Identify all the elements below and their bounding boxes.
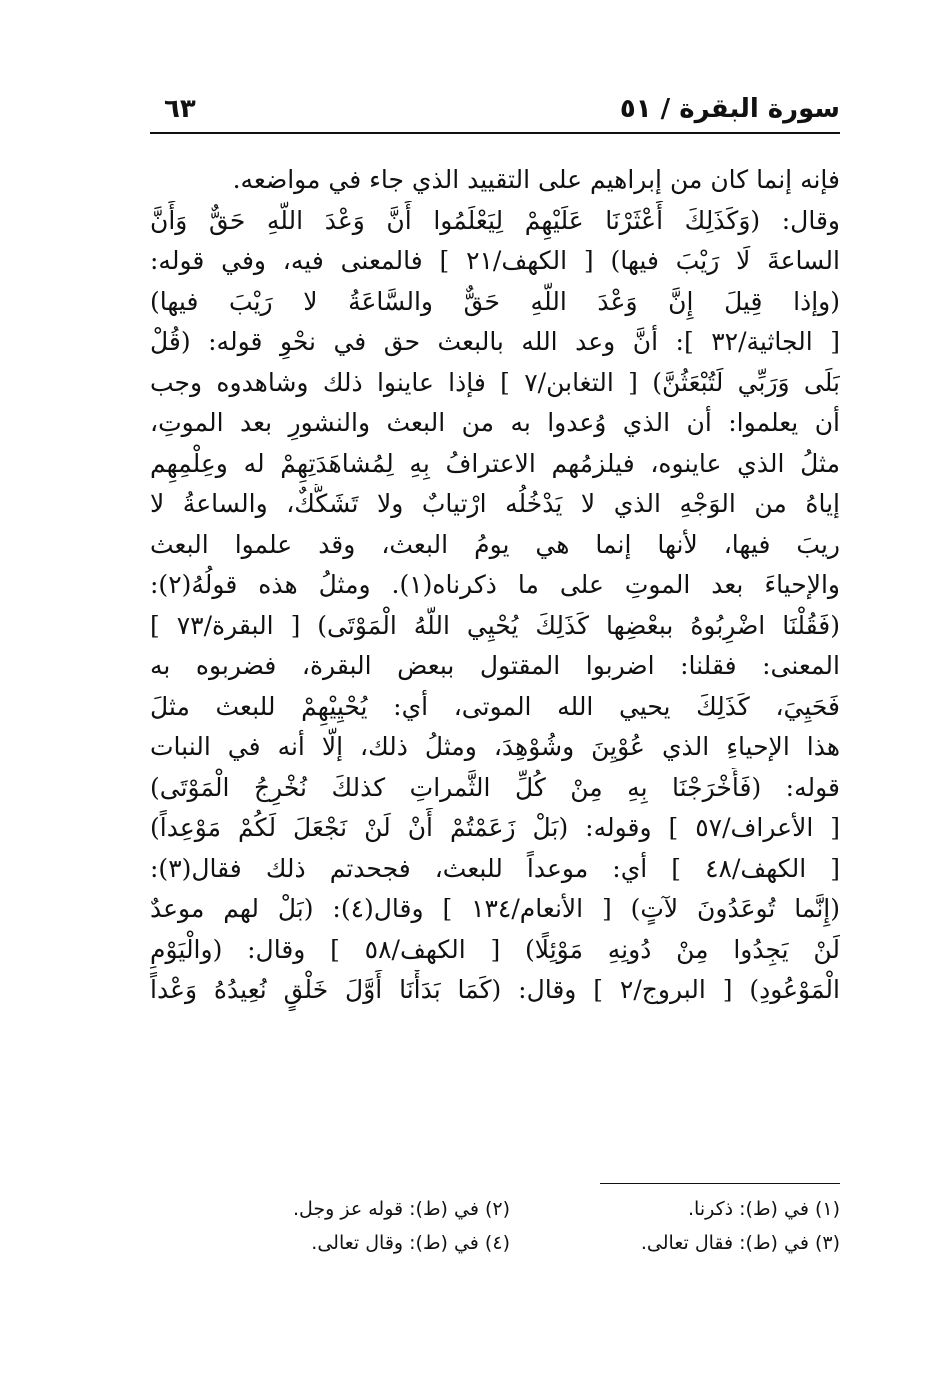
running-title: سورة البقرة / ٥١ xyxy=(619,94,840,124)
text-line: [ الجاثية/٣٢ ]: أنَّ وعد الله بالبعث حق في نحْوِ قوله: (قُلْ xyxy=(150,327,840,356)
text-line: فَحَيِيَ، كَذَلِكَ يحيي الله الموتى، أي: يُحْيِيْهِمْ للبعث مثلَ xyxy=(150,691,840,721)
text-line: (وإذا قِيلَ إِنَّ وَعْدَ اللَّهِ حَقٌّ والسَّاعَةُ لا رَيْبَ فيها) xyxy=(150,286,840,316)
text-line: المعنى: فقلنا: اضربوا المقتول ببعض البقرة، فضربوه به xyxy=(150,651,840,680)
text-line: [ الأعراف/٥٧ ] وقوله: (بَلْ زَعَمْتُمْ أَنْ لَنْ نَجْعَلَ لَكُمْ مَوْعِداً) xyxy=(150,813,840,842)
footnote-row xyxy=(150,1226,840,1260)
text-line: (فَقُلْنَا اضْرِبُوهُ ببعْضِها كَذَلِكَ يُحْيِي اللَّهُ الْمَوْتَى) [ البقرة/٧٣ ] xyxy=(150,610,840,640)
text-line: بَلَى وَرَبِّي لَتُبْعَثُنَّ) [ التغابن/٧ ] فإذا عاينوا ذلك وشاهدوه وجب xyxy=(150,367,840,397)
footnote-1: (١) في (ط): ذكرنا. xyxy=(688,1198,840,1220)
text-line: (إِنَّما تُوعَدُونَ لآتٍ) [ الأنعام/١٣٤ ] وقال(٤): (بَلْ لهم موعدٌ xyxy=(150,894,840,923)
text-line: مثلُ الذي عاينوه، فيلزمُهم الاعترافُ بِهِ لِمُشاهَدَتِهِمْ له وعِلْمِهِم xyxy=(150,448,840,478)
text-line: فإنه إنما كان من إبراهيم على التقييد الذي جاء في مواضعه. xyxy=(232,165,840,194)
page-header xyxy=(150,88,840,134)
text-line: ريبَ فيها، لأنها إنما هي يومُ البعث، وقد علموا البعث xyxy=(150,529,840,559)
text-line: الساعةَ لَا رَيْبَ فيها) [ الكهف/٢١ ] فالمعنى فيه، وفي قوله: xyxy=(150,246,840,275)
footnote-2: (٢) في (ط): قوله عز وجل. xyxy=(292,1198,510,1220)
page-number: ٦٣ xyxy=(164,94,196,124)
text-line: لَنْ يَجِدُوا مِنْ دُونِهِ مَوْئِلًا) [ الكهف/٥٨ ] وقال: (والْيَوْمِ xyxy=(150,934,840,964)
text-line: وقال: (وَكَذَلِكَ أَعْثَرْنَا عَلَيْهِمْ لِيَعْلَمُوا أَنَّ وَعْدَ اللَّهِ حَقٌّ وَأَنَّ xyxy=(150,205,840,235)
text-line: إياهُ من الوَجْهِ الذي لا يَدْخُلُه ارْتيابٌ ولا تَشَكُّكٌ، والساعةُ لا xyxy=(150,489,840,518)
footnote-divider xyxy=(600,1183,840,1184)
text-line: أن يعلموا: أن الذي وُعدوا به من البعث والنشورِ بعد الموتِ، xyxy=(150,408,840,437)
main-text xyxy=(150,160,840,1011)
text-line: هذا الإحياءِ الذي عُوْيِنَ وشُوْهِدَ، ومثلُ ذلك، إلَّا أنه في النبات xyxy=(150,732,840,761)
footnote-4: (٤) في (ط): وقال تعالى. xyxy=(311,1232,510,1254)
text-line: قوله: (فَأَخْرَجْنَا بِهِ مِنْ كُلِّ الثَّمراتِ كذلكَ نُخْرِجُ الْمَوْتَى) xyxy=(150,772,840,802)
text-line: الْمَوْعُودِ) [ البروج/٢ ] وقال: (كَمَا بَدَأْنَا أَوَّلَ خَلْقٍ نُعِيدُهُ وَعْداً xyxy=(150,975,840,1004)
text-line: [ الكهف/٤٨ ] أي: موعداً للبعث، فجحدتم ذلك فقال(٣): xyxy=(150,853,840,883)
footnote-3: (٣) في (ط): فقال تعالى. xyxy=(640,1232,840,1254)
text-line: والإحياءَ بعد الموتِ على ما ذكرناه(١). ومثلُ هذه قولُهُ(٢): xyxy=(150,570,840,599)
footnotes xyxy=(150,1192,840,1260)
footnote-row xyxy=(150,1192,840,1226)
